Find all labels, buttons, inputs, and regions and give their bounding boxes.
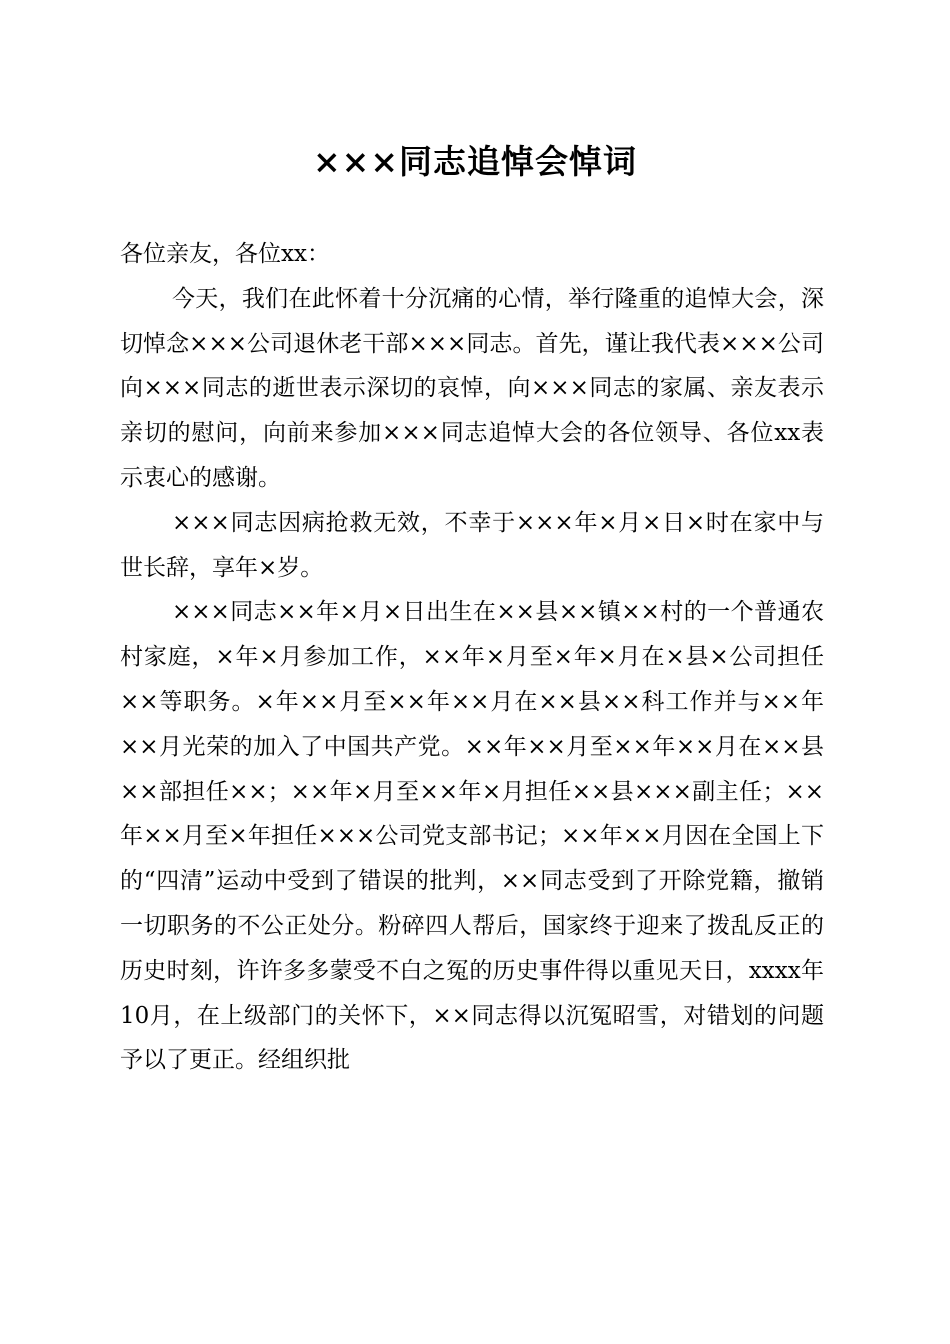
paragraph-opening: 今天，我们在此怀着十分沉痛的心情，举行隆重的追悼大会，深切悼念×××公司退休老干部×××同志。首先，谨让我代表×××公司向×××同志的逝世表示深切的哀悼，向×××同志的家属、亲友表示亲切的慰问，向前来参加×××同志追悼大会的各位领导、各位xx表示衷心的感谢。 <box>120 285 824 491</box>
salutation: 各位亲友，各位xx： <box>120 241 330 267</box>
document-title: ×××同志追悼会悼词 <box>313 142 637 181</box>
document-body <box>120 232 824 1083</box>
paragraph-biography: ×××同志××年×月×日出生在××县××镇××村的一个普通农村家庭，×年×月参加工作，××年×月至×年×月在×县×公司担任××等职务。×年××月至××年××月在××县××科工作并与××年××月光荣的加入了中国共产党。××年××月至××年××月在××县××部担任××；××年×月至××年×月担任××县×××副主任；××年××月至×年担任×××公司党支部书记；××年××月因在全国上下的“四清”运动中受到了错误的批判，××同志受到了开除党籍，撤销一切职务的不公正处分。粉碎四人帮后，国家终于迎来了拨乱反正的历史时刻，许许多多蒙受不白之冤的历史事件得以重见天日，xxxx年10月，在上级部门的关怀下，××同志得以沉冤昭雪，对错划的问题予以了更正。经组织批 <box>120 599 824 1074</box>
paragraph-death-notice: ×××同志因病抢救无效，不幸于×××年×月×日×时在家中与世长辞，享年×岁。 <box>120 509 824 581</box>
